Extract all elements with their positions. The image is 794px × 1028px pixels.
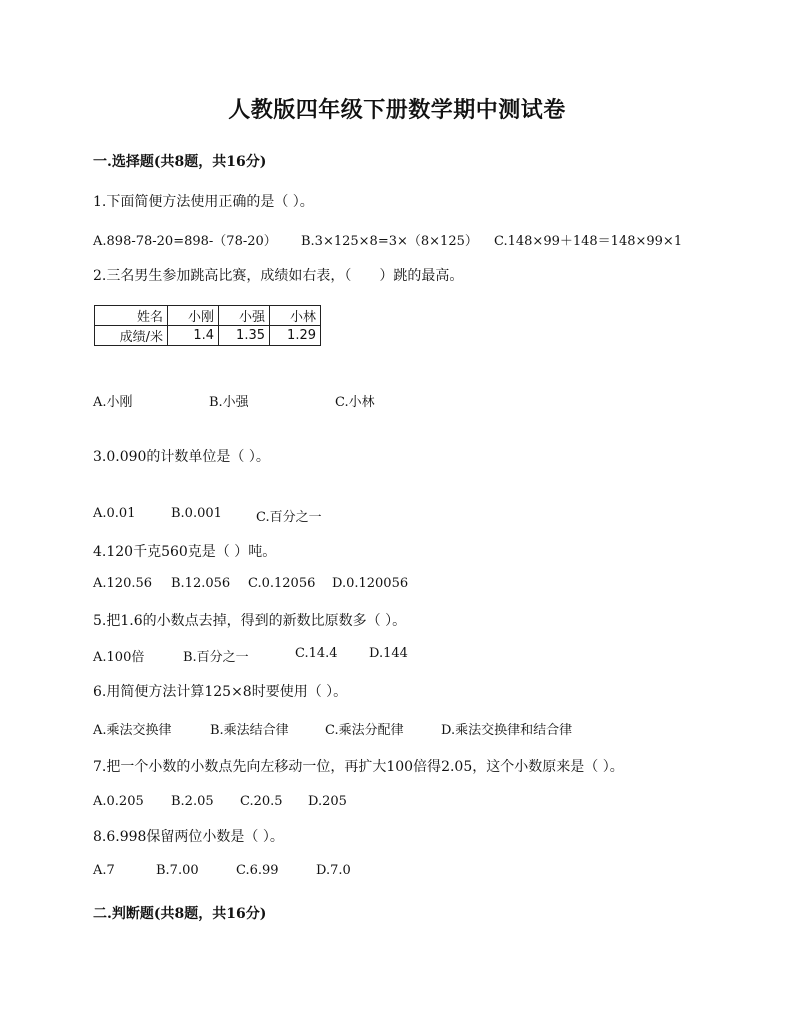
question-2-option-b: B.小强	[209, 395, 249, 410]
table-header-row	[95, 306, 321, 326]
question-5: 5.把1.6的小数点去掉，得到的新数比原数多（ ）。	[93, 613, 407, 629]
table-cell: 小强	[219, 306, 270, 326]
question-2-option-c: C.小林	[335, 395, 375, 410]
question-1-option-a: A.898-78-20=898-（78-20）	[93, 234, 277, 249]
table-cell: 1.29	[270, 326, 321, 346]
question-3-option-c: C.百分之一	[256, 510, 322, 525]
question-5-option-d: D.144	[369, 646, 408, 661]
question-3-option-a: A.0.01	[93, 506, 136, 521]
question-6-option-d: D.乘法交换律和结合律	[441, 723, 573, 738]
table-cell: 小刚	[168, 306, 219, 326]
question-2-option-a: A.小刚	[93, 395, 133, 410]
question-4-option-b: B.12.056	[171, 576, 231, 591]
question-5-option-a: A.100倍	[93, 650, 145, 665]
question-1-option-c: C.148×99＋148＝148×99×1	[494, 234, 683, 249]
question-7: 7.把一个小数的小数点先向左移动一位，再扩大100倍得2.05，这个小数原来是（ ）。	[93, 759, 624, 775]
question-7-option-d: D.205	[308, 794, 347, 809]
question-6-option-b: B.乘法结合律	[210, 723, 289, 738]
question-6-option-a: A.乘法交换律	[93, 723, 172, 738]
section-heading-choice: 一.选择题(共8题，共16分)	[93, 154, 267, 170]
question-3: 3.0.090的计数单位是（ ）。	[93, 449, 270, 465]
question-7-option-a: A.0.205	[93, 794, 144, 809]
question-3-option-b: B.0.001	[171, 506, 222, 521]
question-8-option-b: B.7.00	[156, 863, 199, 878]
question-1: 1.下面简便方法使用正确的是（ ）。	[93, 194, 314, 210]
question-5-option-c: C.14.4	[295, 646, 338, 661]
page-title: 人教版四年级下册数学期中测试卷	[228, 97, 566, 123]
table-cell: 成绩/米	[95, 326, 168, 346]
question-4: 4.120千克560克是（ ）吨。	[93, 544, 277, 560]
question-4-option-a: A.120.56	[93, 576, 153, 591]
question-7-option-c: C.20.5	[240, 794, 283, 809]
question-2: 2.三名男生参加跳高比赛，成绩如右表，（ ）跳的最高。	[93, 268, 464, 284]
question-6-option-c: C.乘法分配律	[325, 723, 404, 738]
score-table	[94, 305, 321, 346]
table-row	[95, 326, 321, 346]
table-cell: 1.35	[219, 326, 270, 346]
question-1-option-b: B.3×125×8=3×（8×125）	[301, 234, 478, 249]
question-8: 8.6.998保留两位小数是（ ）。	[93, 829, 284, 845]
question-8-option-d: D.7.0	[316, 863, 351, 878]
question-6: 6.用简便方法计算125×8时要使用（ ）。	[93, 684, 348, 700]
question-5-option-b: B.百分之一	[183, 650, 249, 665]
section-heading-judgment: 二.判断题(共8题，共16分)	[93, 906, 267, 922]
table-cell: 1.4	[168, 326, 219, 346]
question-4-option-d: D.0.120056	[332, 576, 409, 591]
question-8-option-a: A.7	[93, 863, 115, 878]
table-cell: 小林	[270, 306, 321, 326]
question-4-option-c: C.0.12056	[248, 576, 316, 591]
question-8-option-c: C.6.99	[236, 863, 279, 878]
table-cell: 姓名	[95, 306, 168, 326]
question-7-option-b: B.2.05	[171, 794, 214, 809]
